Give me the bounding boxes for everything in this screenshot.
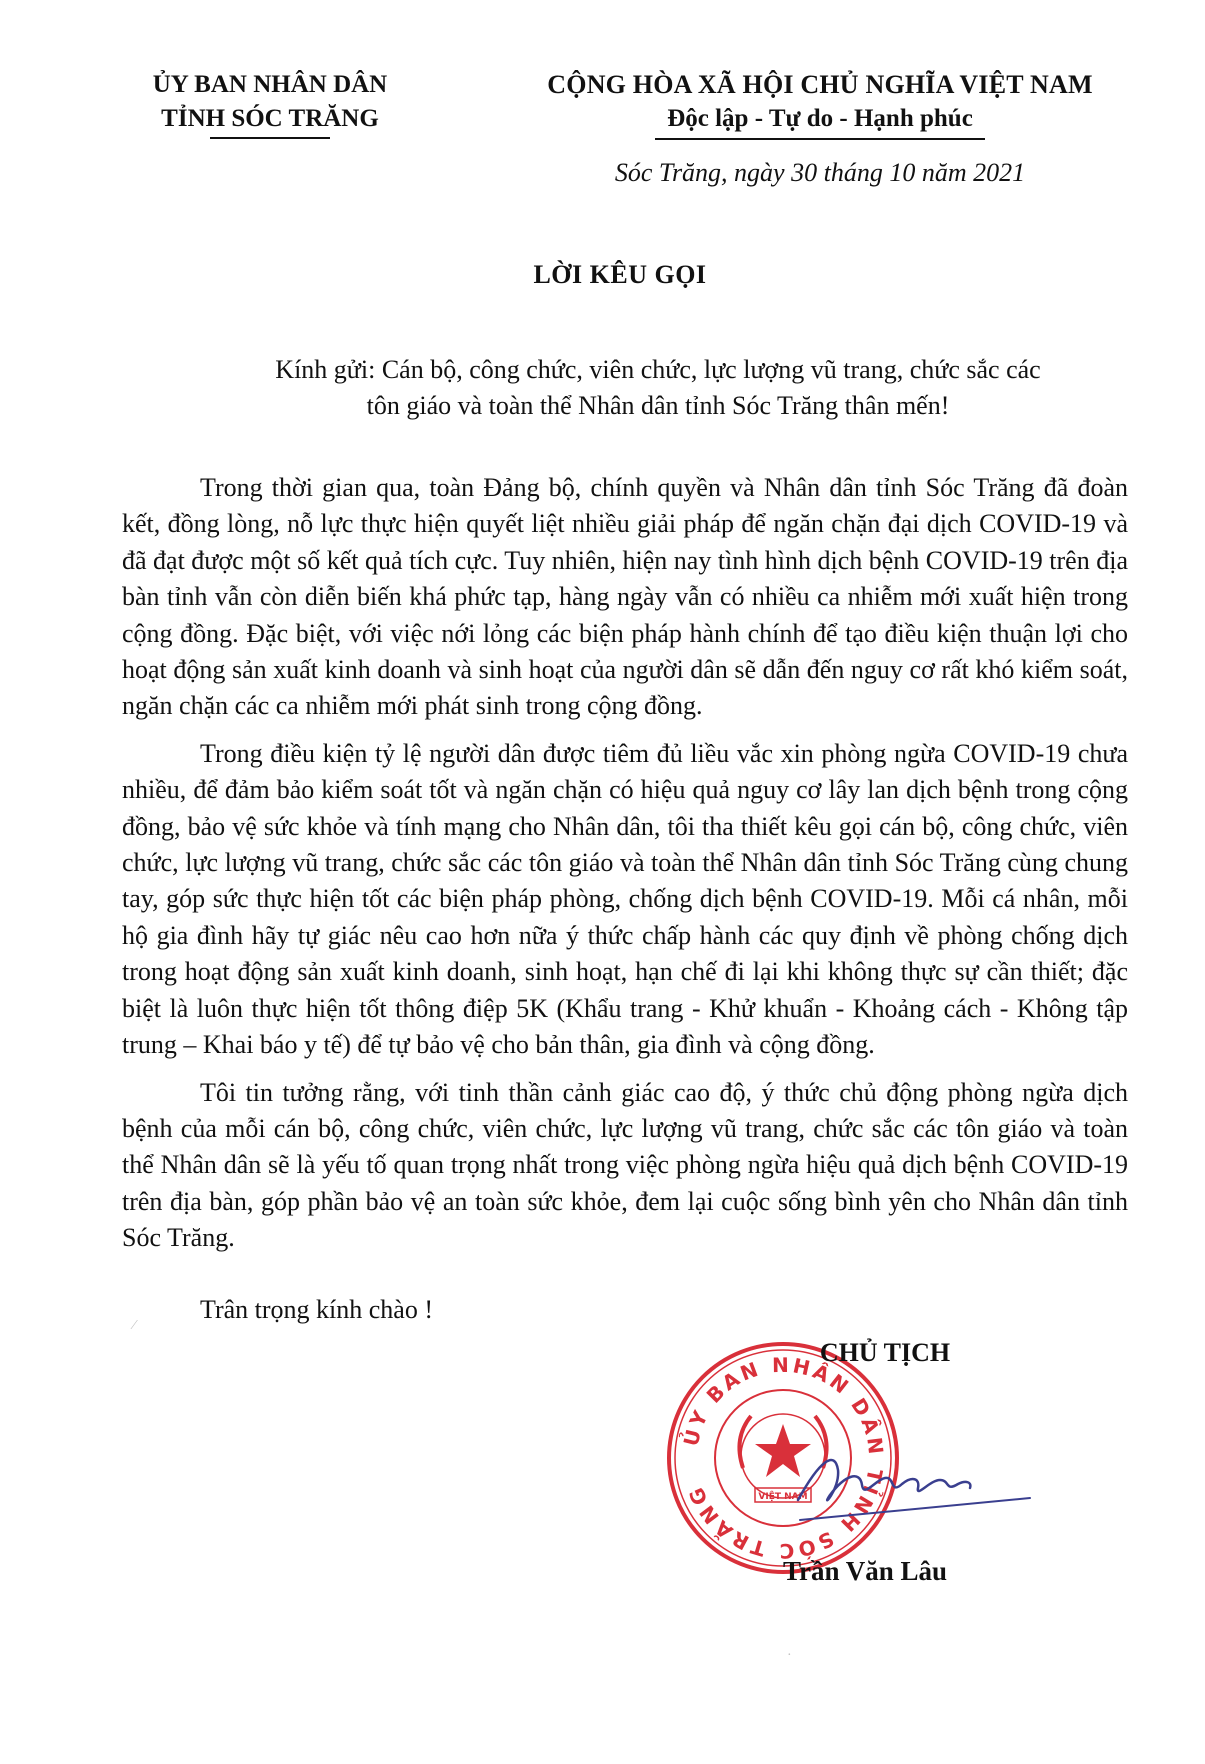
scan-speck: ⁄ bbox=[133, 1318, 136, 1333]
seal-inner-text: VIỆT NAM bbox=[758, 1492, 808, 1502]
recipient-line-1: Kính gửi: Cán bộ, công chức, viên chức, lực lượng vũ trang, chức sắc các bbox=[275, 355, 1041, 384]
national-motto: Độc lập - Tự do - Hạnh phúc bbox=[667, 105, 973, 132]
authority-line-1: ỦY BAN NHÂN DÂN bbox=[152, 71, 388, 98]
body-paragraph-2: Trong điều kiện tỷ lệ người dân được tiêm đủ liều vắc xin phòng ngừa COVID-19 chưa nhiều, để đảm bảo kiểm soát tốt và ngăn chặn có hiệu quả nguy cơ lây lan dịch bệnh trong cộng đồng, bảo vệ sức khỏe và tính mạng cho Nhân dân, tôi tha thiết kêu gọi cán bộ, công chức, viên chức, lực lượng vũ trang, chức sắc các tôn giáo và toàn thể Nhân dân tỉnh Sóc Trăng cùng chung tay, góp sức thực hiện tốt các biện pháp phòng, chống dịch bệnh COVID-19. Mỗi cá nhân, mỗi hộ gia đình hãy tự giác nêu cao hơn nữa ý thức chấp hành các quy định về phòng chống dịch trong hoạt động sản xuất kinh doanh, sinh hoạt, hạn chế đi lại khi không thực sự cần thiết; đặc biệt là luôn thực hiện tốt thông điệp 5K (Khẩu trang - Khử khuẩn - Khoảng cách - Không tập trung – Khai báo y tế) để tự bảo vệ cho bản thân, gia đình và cộng đồng. bbox=[122, 738, 1128, 1060]
document-title: LỜI KÊU GỌI bbox=[533, 260, 707, 289]
authority-underline bbox=[210, 137, 330, 139]
recipient-line-2: tôn giáo và toàn thể Nhân dân tỉnh Sóc Trăng thân mến! bbox=[366, 391, 950, 420]
seal-ring-text: ỦY BAN NHÂN DÂN TỈNH SÓC TRĂNG bbox=[678, 1352, 889, 1564]
motto-underline bbox=[655, 138, 985, 140]
authority-line-2: TỈNH SÓC TRĂNG bbox=[161, 105, 379, 132]
body-paragraph-1: Trong thời gian qua, toàn Đảng bộ, chính quyền và Nhân dân tỉnh Sóc Trăng đã đoàn kết, đồng lòng, nỗ lực thực hiện quyết liệt nhiều giải pháp để ngăn chặn đại dịch COVID-19 và đã đạt được một số kết quả tích cực. Tuy nhiên, hiện nay tình hình dịch bệnh COVID-19 trên địa bàn tỉnh vẫn còn diễn biến khá phức tạp, hàng ngày vẫn có nhiều ca nhiễm mới xuất hiện trong cộng đồng. Đặc biệt, với việc nới lỏng các biện pháp hành chính để tạo điều kiện thuận lợi cho hoạt động sản xuất kinh doanh và sinh hoạt của người dân sẽ dẫn đến nguy cơ rất khó kiểm soát, ngăn chặn các ca nhiễm mới phát sinh trong cộng đồng. bbox=[122, 473, 1128, 721]
handwritten-signature-icon bbox=[790, 1440, 1050, 1530]
document-body bbox=[122, 470, 1128, 1268]
national-header bbox=[520, 68, 1120, 140]
closing-line: Trân trọng kính chào ! bbox=[200, 1295, 434, 1324]
body-paragraph-3: Tôi tin tưởng rằng, với tinh thần cảnh giác cao độ, ý thức chủ động phòng ngừa dịch bệnh của mỗi cán bộ, công chức, viên chức, lực lượng vũ trang, chức sắc các tôn giáo và toàn thể Nhân dân sẽ là yếu tố quan trọng nhất trong việc phòng ngừa hiệu quả dịch bệnh COVID-19 trên địa bàn, góp phần bảo vệ an toàn sức khỏe, đem lại cuộc sống bình yên cho Nhân dân tỉnh Sóc Trăng. bbox=[122, 1077, 1128, 1253]
country-name: CỘNG HÒA XÃ HỘI CHỦ NGHĨA VIỆT NAM bbox=[547, 70, 1093, 99]
recipient bbox=[188, 352, 1128, 424]
date-line: Sóc Trăng, ngày 30 tháng 10 năm 2021 bbox=[614, 158, 1026, 187]
signatory-title: CHỦ TỊCH bbox=[819, 1338, 951, 1367]
scan-speck: · bbox=[787, 1648, 792, 1663]
issuing-authority bbox=[120, 68, 420, 139]
signatory-name: Trần Văn Lâu bbox=[782, 1556, 948, 1586]
